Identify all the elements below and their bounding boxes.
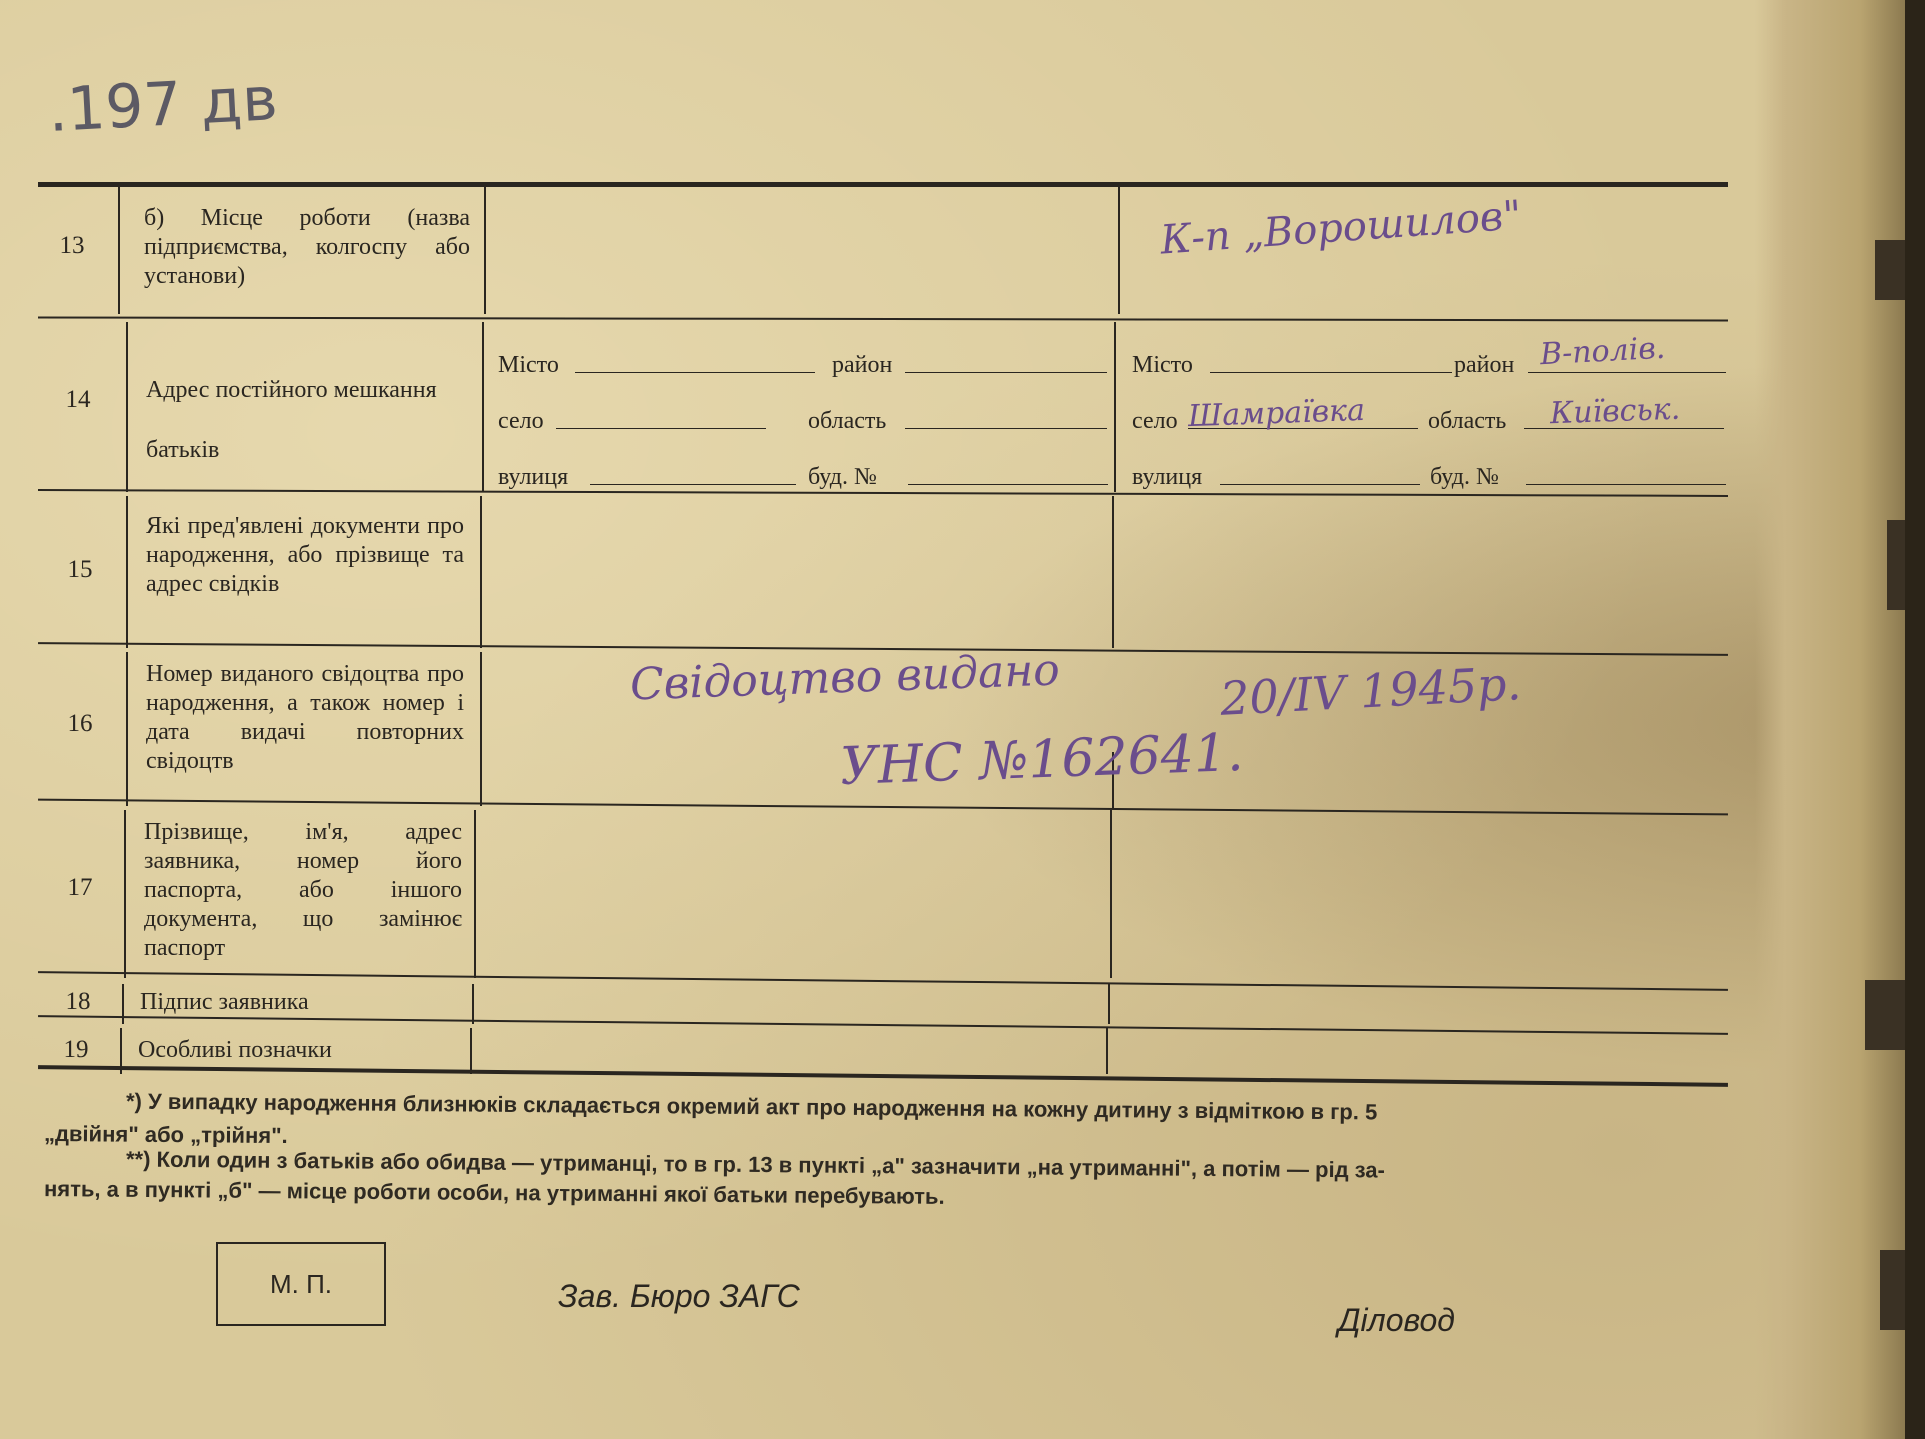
certificate-issued-text: Свідоцтво видано — [629, 644, 1061, 711]
mother-region-value: Київськ. — [1549, 391, 1681, 432]
row-label: Підпис заявника — [140, 989, 309, 1015]
row-number: 18 — [65, 988, 91, 1015]
row-number: 19 — [63, 1036, 89, 1063]
row-label: б) Місце роботи (назва підприємства, колгоспу або установи) — [144, 205, 470, 289]
torn-page-edge — [1755, 0, 1905, 1439]
head-signature-label: Зав. Бюро ЗАГС — [558, 1278, 800, 1314]
row-divider — [38, 799, 1728, 816]
row-label: Прізвище, ім'я, адрес заявника, номер його паспорта, або іншого документа, що замінює паспорт — [144, 819, 462, 961]
building-line — [908, 484, 1108, 485]
row-label: Номер виданого свідоцтва про народження, а також номер і дата видачі повторних свідоцтв — [146, 661, 464, 774]
row-divider — [38, 317, 1728, 322]
archive-mark: .197 дв — [46, 64, 280, 146]
village-line — [556, 428, 766, 429]
street-label: вулиця — [498, 464, 569, 490]
column-divider — [484, 186, 486, 314]
village-label: село — [1132, 408, 1178, 434]
mother-district-value: В-полів. — [1539, 330, 1667, 373]
column-divider — [1114, 322, 1116, 492]
street-line — [1220, 484, 1420, 485]
district-label: район — [1454, 352, 1515, 378]
row-label: Які пред'явлені документи про народження, або прізвище та адрес свідків — [146, 513, 464, 597]
street-label: вулиця — [1132, 464, 1203, 490]
column-divider — [482, 322, 484, 492]
region-line — [905, 428, 1107, 429]
column-divider — [1108, 984, 1110, 1024]
village-label: село — [498, 408, 544, 434]
row-divider — [38, 1015, 1728, 1035]
certificate-issued-date: 20/IV 1945р. — [1218, 656, 1523, 726]
footnote-1-line1: *) У випадку народження близнюків складається окремий акт про народження на кожну дитину з відміткою в гр. 5 — [125, 1088, 1378, 1125]
column-divider — [120, 1028, 122, 1074]
district-label: район — [832, 352, 893, 378]
table-top-border — [38, 182, 1728, 187]
column-divider — [472, 984, 474, 1024]
clerk-signature-label: Діловод — [1338, 1302, 1455, 1338]
building-label: буд. № — [1430, 464, 1499, 490]
city-label: Місто — [1132, 352, 1193, 378]
column-divider — [1110, 810, 1112, 978]
certificate-number: УНС №162641. — [839, 722, 1245, 798]
building-label: буд. № — [808, 464, 877, 490]
district-line — [905, 372, 1107, 373]
footnote-1-line2: „двійня" або „трійня". — [43, 1120, 288, 1149]
row-label: Особливі позначки — [138, 1037, 332, 1063]
stamp-placeholder — [216, 1242, 386, 1326]
column-divider — [126, 322, 128, 492]
column-divider — [1118, 186, 1120, 314]
row-number: 16 — [67, 710, 93, 737]
column-divider — [480, 652, 482, 806]
city-label: Місто — [498, 352, 559, 378]
row-number: 17 — [67, 874, 93, 901]
column-divider — [122, 984, 124, 1024]
mother-workplace-value: К-п „Ворошилов" — [1158, 192, 1523, 264]
row-number: 15 — [67, 556, 93, 583]
mother-village-value: Шамраївка — [1187, 392, 1366, 435]
column-divider — [124, 810, 126, 978]
region-label: область — [1428, 408, 1507, 434]
column-divider — [126, 652, 128, 806]
table-bottom-border — [38, 1065, 1728, 1087]
row-number: 14 — [65, 386, 91, 413]
column-divider — [1106, 1028, 1108, 1074]
city-line — [1210, 372, 1452, 373]
column-divider — [470, 1028, 472, 1074]
stamp-label: М. П. — [269, 1268, 333, 1299]
footnote-2-line1: **) Коли один з батьків або обидва — утриманці, то в гр. 13 в пункті „а" зазначити „на утриманні", а потім — рід за- — [125, 1146, 1386, 1183]
column-divider — [126, 496, 128, 648]
column-divider — [1112, 496, 1114, 648]
column-divider — [118, 186, 120, 314]
building-line — [1526, 484, 1726, 485]
column-divider — [474, 810, 476, 978]
district-line — [1528, 372, 1726, 373]
row-number: 13 — [59, 232, 85, 259]
column-divider — [480, 496, 482, 648]
city-line — [575, 372, 815, 373]
footnote-2-line2: нять, а в пункті „б" — місце роботи особи, на утриманні якої батьки перебувають. — [43, 1176, 945, 1209]
row-label: Адрес постійного мешкання батьків — [146, 377, 437, 463]
region-label: область — [808, 408, 887, 434]
street-line — [590, 484, 796, 485]
